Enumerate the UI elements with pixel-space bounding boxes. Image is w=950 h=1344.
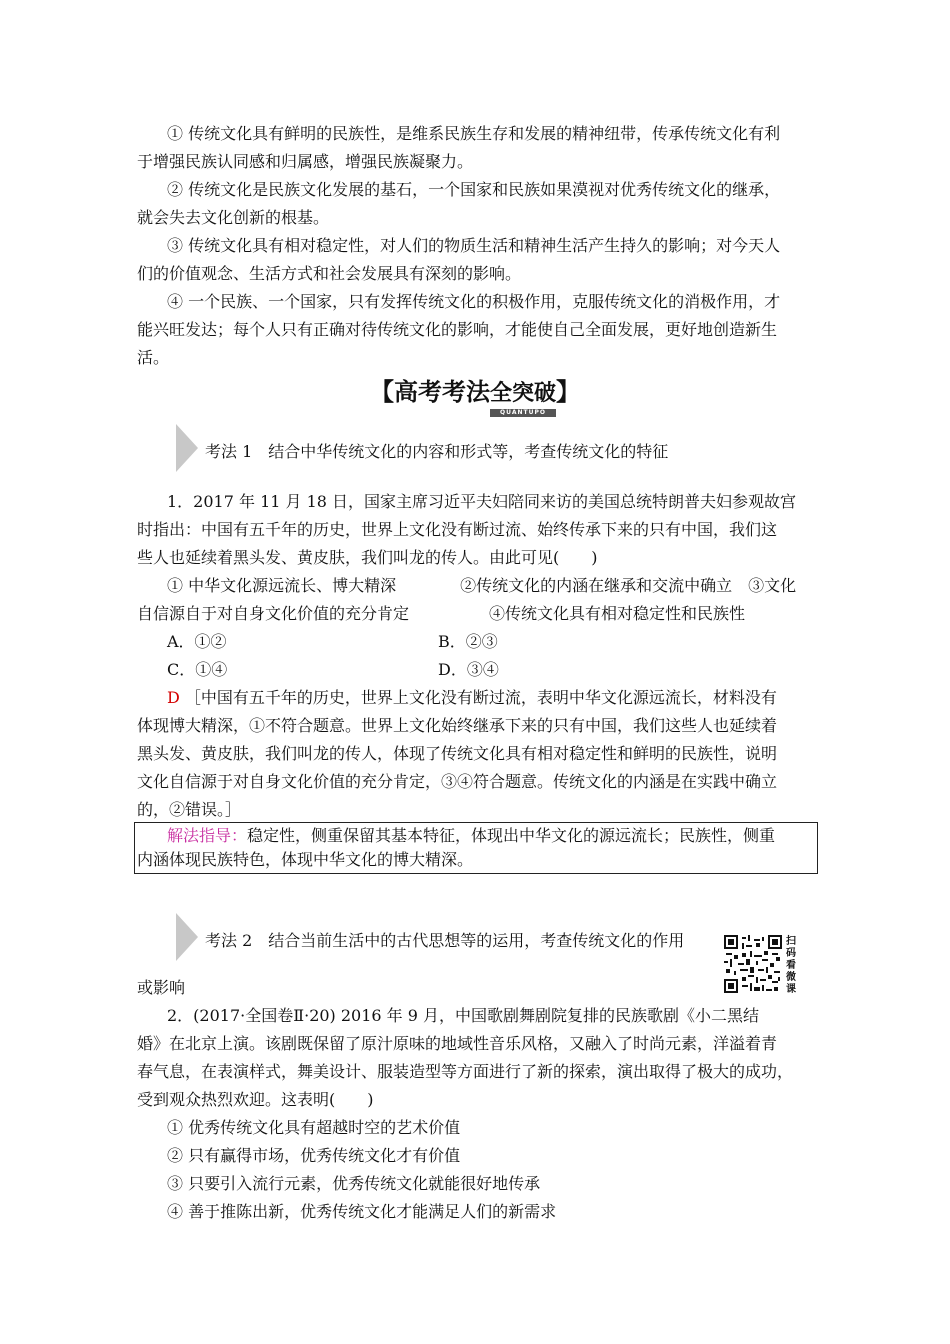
method-tip-label: 解法指导：: [167, 826, 248, 845]
q1-option-a: A．①②: [167, 632, 227, 651]
intro-point-2-line-2: 就会失去文化创新的根基。: [137, 208, 330, 227]
bracket-open: 【: [369, 378, 394, 406]
method-tip-line-2: 内涵体现民族特色，体现中华文化的博大精深。: [137, 850, 474, 869]
q1-explanation-text-1: ［中国有五千年的历史，世界上文化没有断过流，表明中华文化源远流长，材料没有: [184, 688, 777, 707]
intro-point-3-line-1: ③ 传统文化具有相对稳定性，对人们的物质生活和精神生活产生持久的影响；对今天人: [167, 236, 781, 255]
method-2-title: 考法 2 结合当前生活中的古代思想等的运用，考查传统文化的作用: [205, 931, 685, 950]
q1-explanation-line-3: 黑头发、黄皮肤，我们叫龙的传人，体现了传统文化具有相对稳定性和鲜明的民族性，说明: [137, 744, 778, 763]
q1-explanation-line-2: 体现博大精深，①不符合题意。世界上文化始终继承下来的只有中国，我们这些人也延续着: [137, 716, 778, 735]
q2-stem-line-3: 春气息，在表演样式，舞美设计、服装造型等方面进行了新的探索，演出取得了极大的成功，: [137, 1062, 794, 1081]
qr-label-char: 扫: [786, 936, 796, 947]
q2-statement-3: ③ 只要引入流行元素，优秀传统文化就能很好地传承: [167, 1174, 541, 1193]
q2-stem-line-1: 2．(2017·全国卷Ⅱ·20) 2016 年 9 月，中国歌剧舞剧院复排的民族歌剧《小二黑结: [167, 1006, 760, 1025]
method-1-arrow-icon: [176, 424, 198, 472]
q1-explanation-line-5: 的，②错误。］: [137, 800, 242, 819]
q1-stem-line-1: 1．2017 年 11 月 18 日，国家主席习近平夫妇陪同来访的美国总统特朗普夫妇参观故宫: [167, 492, 797, 511]
qr-label-char: 码: [786, 948, 796, 959]
q2-statement-4: ④ 善于推陈出新，优秀传统文化才能满足人们的新需求: [167, 1202, 557, 1221]
intro-point-1-line-1: ① 传统文化具有鲜明的民族性，是维系民族生存和发展的精神纽带，传承传统文化有利: [167, 124, 781, 143]
q1-explanation-line-1: [167, 688, 777, 708]
section-badge-subtitle: QUANTUPO: [490, 409, 556, 417]
q1-stem-line-2: 时指出：中国有五千年的历史，世界上文化没有断过流、始终传承下来的只有中国，我们这: [137, 520, 778, 539]
qr-label-char: 课: [786, 984, 796, 995]
intro-point-3-line-2: 们的价值观念、生活方式和社会发展具有深刻的影响。: [137, 264, 522, 283]
qr-label-char: 看: [786, 960, 796, 971]
method-tip-line-1: [167, 826, 775, 846]
qr-code-icon[interactable]: [724, 935, 782, 993]
intro-point-4-line-2: 能兴旺发达；每个人只有正确对待传统文化的影响，才能使自己全面发展，更好地创造新生: [137, 320, 778, 339]
q2-stem-line-4: 受到观众热烈欢迎。这表明( ): [137, 1090, 374, 1109]
section-badge-text: 全突破: [489, 381, 556, 406]
qr-label-char: 微: [786, 972, 796, 983]
method-tip-text-1: 稳定性，侧重保留其基本特征，体现出中华文化的源远流长；民族性，侧重: [247, 826, 776, 845]
intro-point-4-line-3: 活。: [137, 348, 170, 367]
q1-answer: D: [167, 688, 180, 707]
method-2-arrow-icon: [176, 913, 198, 961]
section-heading: [0, 372, 950, 414]
q1-statements-line-1: ① 中华文化源远流长、博大精深 ②传统文化的内涵在继承和交流中确立 ③文化: [167, 576, 797, 595]
intro-point-2-line-1: ② 传统文化是民族文化发展的基石，一个国家和民族如果漠视对优秀传统文化的继承，: [167, 180, 781, 199]
q1-option-c: C．①④: [167, 660, 228, 679]
q2-statement-1: ① 优秀传统文化具有超越时空的艺术价值: [167, 1118, 461, 1137]
q1-option-b: B．②③: [438, 632, 498, 651]
q1-stem-line-3: 些人也延续着黑头发、黄皮肤，我们叫龙的传人。由此可见( ): [137, 548, 598, 567]
q2-statement-2: ② 只有赢得市场，优秀传统文化才有价值: [167, 1146, 461, 1165]
q1-statements-line-2: 自信源自于对自身文化价值的充分肯定 ④传统文化具有相对稳定性和民族性: [137, 604, 746, 623]
section-badge: [490, 374, 556, 414]
intro-point-4-line-1: ④ 一个民族、一个国家，只有发挥传统文化的积极作用，克服传统文化的消极作用，才: [167, 292, 781, 311]
method-2-title-continued: 或影响: [137, 978, 186, 997]
bracket-close: 】: [556, 378, 580, 406]
section-title: 高考考法: [393, 378, 490, 406]
q1-option-d: D．③④: [438, 660, 499, 679]
q2-stem-line-2: 婚》在北京上演。该剧既保留了原汁原味的地域性音乐风格，又融入了时尚元素，洋溢着青: [137, 1034, 778, 1053]
intro-point-1-line-2: 于增强民族认同感和归属感，增强民族凝聚力。: [137, 152, 474, 171]
qr-label: [786, 936, 798, 996]
method-1-title: 考法 1 结合中华传统文化的内容和形式等，考查传统文化的特征: [205, 442, 669, 461]
q1-explanation-line-4: 文化自信源于对自身文化价值的充分肯定，③④符合题意。传统文化的内涵是在实践中确立: [137, 772, 778, 791]
